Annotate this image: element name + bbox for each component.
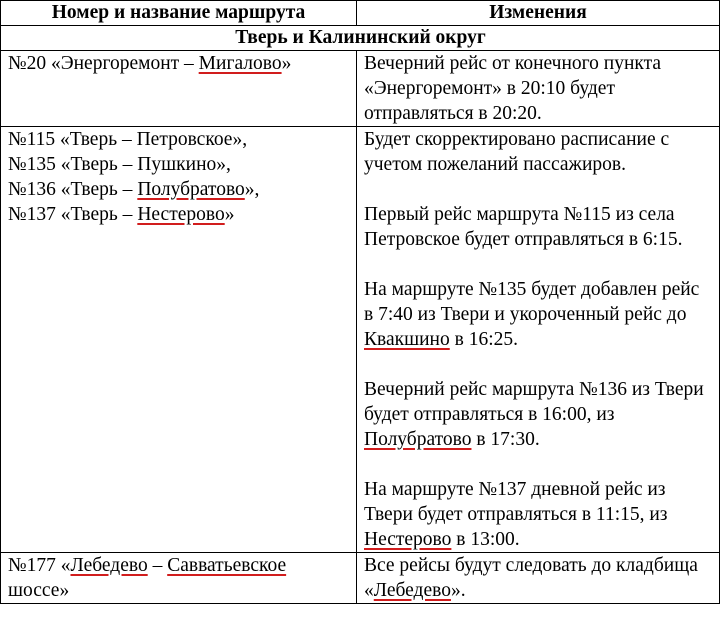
route-cell xyxy=(1,51,357,127)
route-text: » xyxy=(281,53,292,74)
header-route: Номер и название маршрута xyxy=(1,1,357,26)
route-text: №177 « xyxy=(8,555,71,576)
change-paragraph: Первый рейс маршрута №115 из села Петровское будет отправляться в 6:15. xyxy=(364,204,683,250)
change-paragraph xyxy=(364,277,713,352)
route-cell xyxy=(1,553,357,604)
misspelled-word: Полубратово xyxy=(364,429,472,450)
paragraph-gap xyxy=(364,252,713,277)
change-paragraph: Будет скорректировано расписание с учетом пожеланий пассажиров. xyxy=(364,129,670,175)
route-line xyxy=(8,177,350,202)
route-text: » xyxy=(224,204,235,225)
misspelled-word: Лебедево xyxy=(70,555,148,576)
route-text: №20 «Энергоремонт – xyxy=(8,53,199,74)
change-cell xyxy=(357,553,720,604)
paragraph-text: На маршруте №137 дневной рейс из Твери будет отправляться в 11:15, из xyxy=(364,479,668,525)
section-row xyxy=(1,26,720,51)
paragraph-text: в 13:00. xyxy=(451,529,520,550)
change-paragraph xyxy=(364,477,713,552)
paragraph-text: в 17:30. xyxy=(471,429,540,450)
route-line: №135 «Тверь – Пушкино», xyxy=(8,154,231,175)
misspelled-word: Нестерово xyxy=(364,529,452,550)
paragraph-text: Вечерний рейс маршрута №136 из Твери будет отправляться в 16:00, из xyxy=(364,379,704,425)
route-cell xyxy=(1,127,357,553)
change-text: ». xyxy=(450,580,466,601)
change-paragraph xyxy=(364,377,713,452)
route-text: шоссе» xyxy=(8,580,70,601)
misspelled-word: Нестерово xyxy=(137,204,225,225)
change-text: Все рейсы будут следовать до кладбища « xyxy=(364,555,698,601)
section-title: Тверь и Калининский округ xyxy=(1,26,720,51)
table-row xyxy=(1,553,720,604)
route-line: №115 «Тверь – Петровское», xyxy=(8,129,248,150)
change-cell xyxy=(357,127,720,553)
header-changes: Изменения xyxy=(357,1,720,26)
misspelled-word: Квакшино xyxy=(364,329,450,350)
paragraph-gap xyxy=(364,452,713,477)
change-cell: Вечерний рейс от конечного пункта «Энергоремонт» в 20:10 будет отправляться в 20:20. xyxy=(357,51,720,127)
table-row xyxy=(1,127,720,553)
route-text: – xyxy=(147,555,168,576)
route-text: №136 «Тверь – xyxy=(8,179,138,200)
table-row xyxy=(1,51,720,127)
header-row xyxy=(1,1,720,26)
misspelled-word: Полубратово xyxy=(137,179,245,200)
route-line xyxy=(8,202,350,227)
misspelled-word: Лебедево xyxy=(373,580,451,601)
misspelled-word: Савватьевское xyxy=(167,555,287,576)
paragraph-text: в 16:25. xyxy=(449,329,518,350)
route-text: №137 «Тверь – xyxy=(8,204,138,225)
route-text: », xyxy=(244,179,260,200)
paragraph-gap xyxy=(364,177,713,202)
paragraph-gap xyxy=(364,352,713,377)
paragraph-text: На маршруте №135 будет добавлен рейс в 7:40 из Твери и укороченный рейс до xyxy=(364,279,700,325)
misspelled-word: Мигалово xyxy=(198,53,282,74)
